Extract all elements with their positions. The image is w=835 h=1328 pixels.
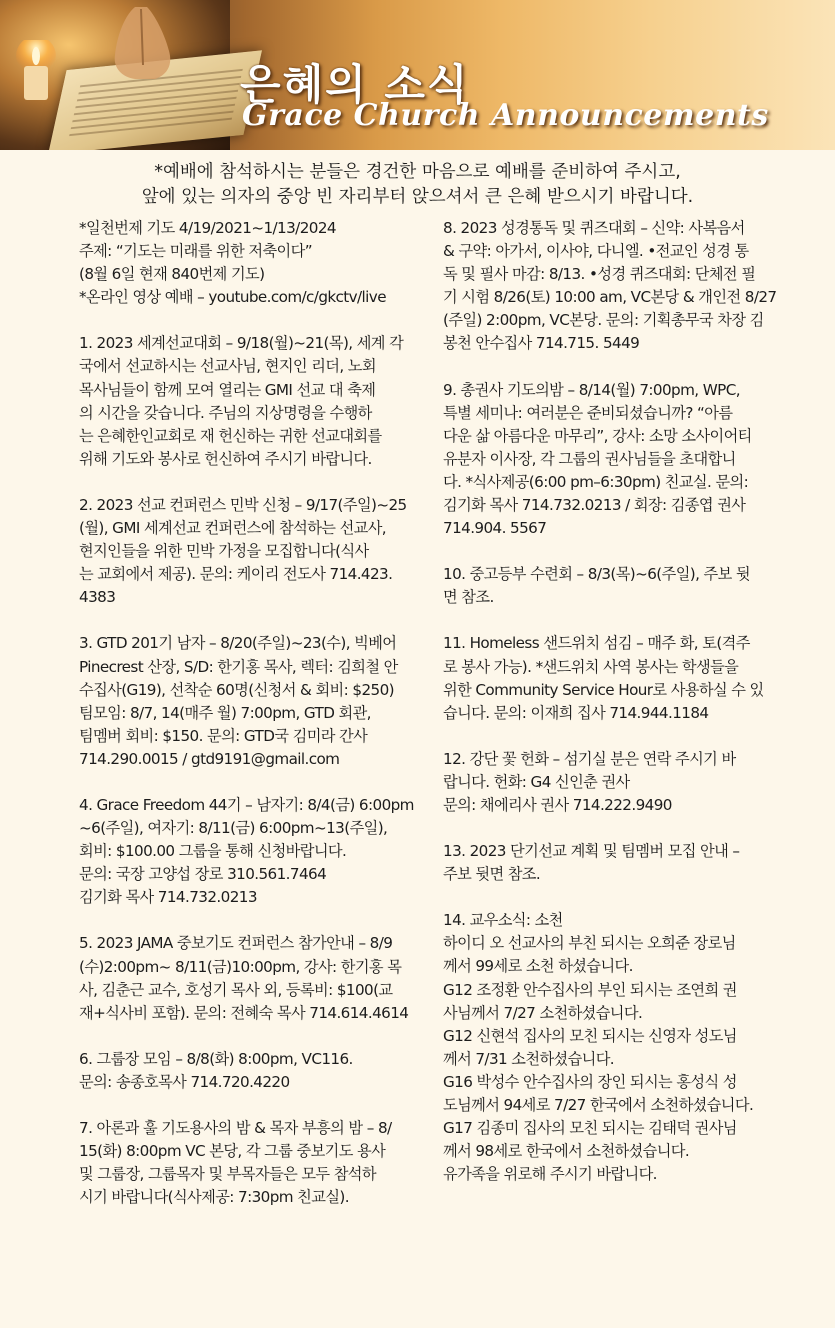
announcement-line: 위해 기도와 봉사로 헌신하여 주시기 바랍니다. (79, 449, 372, 468)
announcement-line: 께서 98세로 한국에서 소천하셨습니다. (443, 1142, 690, 1161)
announcement-line: (8월 6일 현재 840번제 기도) (79, 265, 265, 284)
announcement-item (79, 1048, 435, 1094)
announcement-line: 로 봉사 가능). *샌드위치 사역 봉사는 학생들을 (443, 657, 739, 676)
announcement-line: 도님께서 94세로 7/27 한국에서 소천하셨습니다. (443, 1096, 754, 1114)
announcement-line: 수집사(G19), 선착순 60명(신청서 & 회비: $250) (79, 680, 394, 699)
announcement-line: 께서 99세로 소천 하셨습니다. (443, 957, 633, 976)
announcement-line: 문의: 국장 고양섭 장로 310.561.7464 (79, 865, 327, 884)
candle-icon (14, 40, 58, 100)
announcement-line: 5. 2023 JAMA 중보기도 컨퍼런스 참가안내 – 8/9 (79, 934, 393, 953)
announcement-line: 재+식사비 포함). 문의: 전혜숙 목사 714.614.4614 (79, 1003, 409, 1022)
announcement-item (443, 840, 800, 886)
announcement-line: 12. 강단 꽃 헌화 – 섬기실 분은 연락 주시기 바 (443, 749, 736, 768)
announcement-line: 랍니다. 헌화: G4 신인춘 권사 (443, 772, 630, 791)
announcement-line: ~6(주일), 여자기: 8/11(금) 6:00pm~13(주일), (79, 819, 388, 838)
announcement-item (443, 909, 800, 1186)
announcement-line: 유가족을 위로해 주시기 바랍니다. (443, 1165, 657, 1184)
announcement-line: 문의: 송종호목사 714.720.4220 (79, 1072, 290, 1091)
announcement-line: 팀모임: 8/7, 14(매주 월) 7:00pm, GTD 회관, (79, 703, 371, 722)
announcement-line: 유분자 이사장, 각 그룹의 권사님들을 초대합니 (443, 449, 736, 468)
announcement-line: (주일) 2:00pm, VC본당. 문의: 기획총무국 차장 김 (443, 311, 764, 330)
announcement-line: 기 시험 8/26(토) 10:00 am, VC본당 & 개인전 8/27 (443, 288, 777, 307)
announcement-line: 김기화 목사 714.732.0213 (79, 888, 257, 907)
announcement-line: 15(화) 8:00pm VC 본당, 각 그룹 중보기도 용사 (79, 1142, 386, 1161)
announcement-line: 7. 아론과 훌 기도용사의 밤 & 목자 부흥의 밤 – 8/ (79, 1119, 392, 1137)
intro-line: *예배에 참석하시는 분들은 경건한 마음으로 예배를 준비하여 주시고, (154, 162, 681, 182)
announcement-item (79, 794, 435, 909)
announcement-line: 714.904. 5567 (443, 519, 547, 538)
announcement-line: 사, 김춘근 교수, 호성기 목사 외, 등록비: $100(교 (79, 980, 393, 999)
announcement-line: G12 조정환 안수집사의 부인 되시는 조연희 권 (443, 980, 737, 999)
announcement-line: (월), GMI 세계선교 컨퍼런스에 참석하는 선교사, (79, 519, 387, 538)
announcement-line: 주제: “기도는 미래를 위한 저축이다” (79, 242, 312, 261)
announcement-line: *일천번제 기도 4/19/2021~1/13/2024 (79, 219, 336, 237)
announcement-line: 4383 (79, 588, 116, 607)
announcement-line: 714.290.0015 / gtd9191@gmail.com (79, 749, 340, 768)
announcement-item (443, 748, 800, 817)
announcement-line: 8. 2023 성경통독 및 퀴즈대회 – 신약: 사복음서 (443, 219, 745, 237)
announcement-line: 는 은혜한인교회로 재 헌신하는 귀한 선교대회를 (79, 426, 382, 445)
announcement-line: 사님께서 7/27 소천하셨습니다. (443, 1003, 643, 1022)
announcement-line: 하이디 오 선교사의 부친 되시는 오희준 장로님 (443, 934, 736, 953)
announcement-line: 팀멤버 회비: $150. 문의: GTD국 김미라 간사 (79, 726, 368, 745)
announcement-item (443, 563, 800, 609)
header-banner (0, 0, 835, 150)
announcement-line: 6. 그룹장 모임 – 8/8(화) 8:00pm, VC116. (79, 1049, 353, 1068)
announcement-line: G17 김종미 집사의 모친 되시는 김태덕 권사님 (443, 1119, 737, 1138)
announcement-line: 국에서 선교하시는 선교사님, 현지인 리더, 노회 (79, 357, 376, 376)
intro-notice (0, 160, 835, 210)
announcement-line: 시기 바랍니다(식사제공: 7:30pm 친교실). (79, 1188, 349, 1207)
announcement-line: 의 시간을 갖습니다. 주님의 지상명령을 수행하 (79, 403, 372, 422)
left-column (79, 217, 435, 1232)
announcement-line: & 구약: 아가서, 이사야, 다니엘. •전교인 성경 통 (443, 242, 749, 261)
announcement-line: 13. 2023 단기선교 계획 및 팀멤버 모집 안내 – (443, 842, 740, 861)
announcement-line: (수)2:00pm~ 8/11(금)10:00pm, 강사: 한기홍 목 (79, 957, 402, 976)
announcement-line: 습니다. 문의: 이재희 집사 714.944.1184 (443, 703, 709, 722)
page-title: 은혜의 소식 (240, 60, 470, 109)
announcement-line: 특별 세미나: 여러분은 준비되셨습니까? “아름 (443, 403, 733, 422)
announcement-line: 목사님들이 함께 모여 열리는 GMI 선교 대 축제 (79, 380, 376, 399)
announcement-line: 회비: $100.00 그룹을 통해 신청바랍니다. (79, 842, 347, 861)
announcement-line: 다. *식사제공(6:00 pm–6:30pm) 친교실. 문의: (443, 472, 749, 491)
announcement-line: 주보 뒷면 참조. (443, 865, 541, 884)
announcement-line: 11. Homeless 샌드위치 섬김 – 매주 화, 토(격주 (443, 634, 750, 653)
announcement-item (79, 932, 435, 1024)
praying-hands-icon (95, 5, 190, 80)
announcement-line: 는 교회에서 제공). 문의: 케이리 전도사 714.423. (79, 565, 393, 584)
announcement-item (79, 217, 435, 309)
announcement-line: 위한 Community Service Hour로 사용하실 수 있 (443, 680, 764, 699)
right-column (443, 217, 800, 1209)
announcement-item (79, 494, 435, 609)
announcement-line: G12 신현석 집사의 모친 되시는 신영자 성도님 (443, 1026, 737, 1045)
announcement-line: 4. Grace Freedom 44기 – 남자기: 8/4(금) 6:00pm (79, 795, 414, 814)
announcement-item (443, 217, 800, 356)
announcement-line: 및 그룹장, 그룹목자 및 부목자들은 모두 참석하 (79, 1165, 376, 1184)
announcement-line: 께서 7/31 소천하셨습니다. (443, 1049, 615, 1068)
announcement-item (79, 332, 435, 471)
announcement-line: 1. 2023 세계선교대회 – 9/18(월)~21(목), 세계 각 (79, 334, 404, 353)
page-subtitle: Grace Church Announcements (242, 98, 769, 133)
announcement-line: 3. GTD 201기 남자 – 8/20(주일)~23(수), 빅베어 (79, 634, 397, 653)
announcement-line: 다운 삶 아름다운 마무리”, 강사: 소망 소사이어티 (443, 426, 752, 445)
announcement-line: 2. 2023 선교 컨퍼런스 민박 신청 – 9/17(주일)~25 (79, 495, 407, 514)
announcement-line: 김기화 목사 714.732.0213 / 회장: 김종엽 권사 (443, 496, 746, 515)
announcement-line: 10. 중고등부 수련회 – 8/3(목)~6(주일), 주보 뒷 (443, 565, 750, 584)
announcement-line: Pinecrest 산장, S/D: 한기홍 목사, 렉터: 김희철 안 (79, 657, 398, 676)
announcement-item (443, 632, 800, 724)
announcement-line: 문의: 채에리사 권사 714.222.9490 (443, 795, 672, 814)
announcement-line: 현지인들을 위한 민박 가정을 모집합니다(식사 (79, 542, 369, 561)
announcement-item (79, 632, 435, 771)
announcement-line: *온라인 영상 예배 – youtube.com/c/gkctv/live (79, 288, 386, 307)
intro-line: 앞에 있는 의자의 중앙 빈 자리부터 앉으셔서 큰 은혜 받으시기 바랍니다. (141, 187, 694, 207)
announcement-line: 14. 교우소식: 소천 (443, 911, 563, 930)
announcement-line: 9. 총권사 기도의밤 – 8/14(월) 7:00pm, WPC, (443, 380, 740, 399)
announcement-line: 독 및 필사 마감: 8/13. •성경 퀴즈대회: 단체전 필 (443, 265, 756, 284)
announcement-line: G16 박성수 안수집사의 장인 되시는 홍성식 성 (443, 1072, 737, 1091)
announcement-line: 봉천 안수집사 714.715. 5449 (443, 334, 640, 353)
announcement-item (79, 1117, 435, 1209)
announcement-item (443, 379, 800, 541)
prayer-photo (0, 0, 230, 150)
announcement-line: 면 참조. (443, 588, 494, 607)
